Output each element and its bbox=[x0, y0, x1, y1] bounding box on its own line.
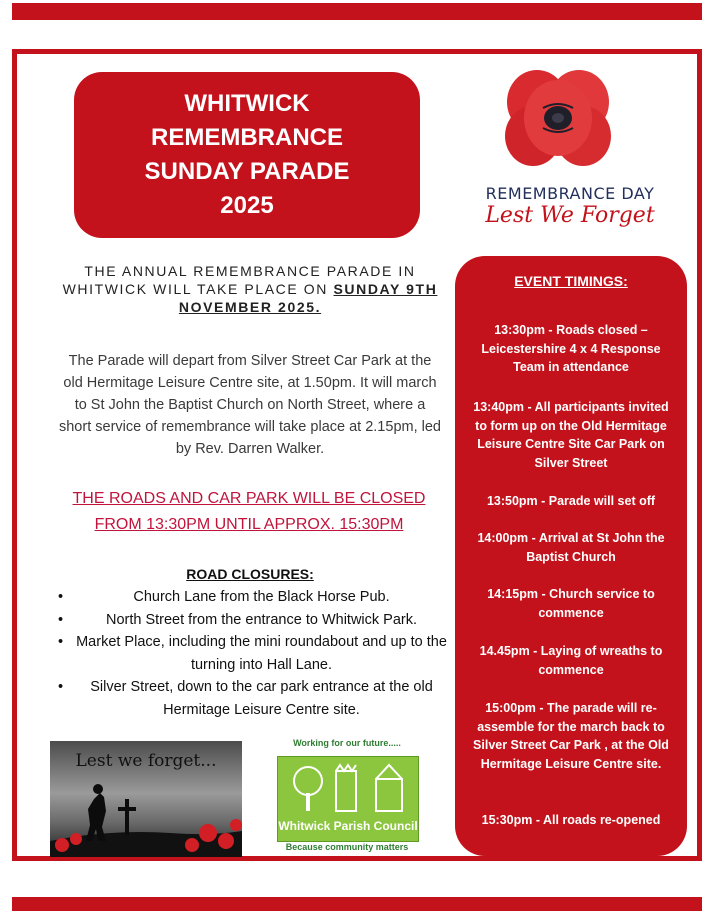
timing-item: 13:40pm - All participants invited to form up on the Old Hermitage Leisure Centre Site Car Park on Silver Street bbox=[473, 400, 669, 470]
announcement-date: SUNDAY 9TH NOVEMBER 2025. bbox=[178, 281, 438, 315]
timing-item: 15:30pm - All roads re-opened bbox=[481, 813, 661, 827]
timing-item: 13:50pm - Parade will set off bbox=[486, 494, 656, 508]
closure-line: THE ROADS AND CAR PARK WILL BE CLOSED bbox=[72, 490, 426, 507]
council-landmarks-icon bbox=[278, 759, 418, 819]
timing-item: 14:00pm - Arrival at St John the Baptist Church bbox=[477, 531, 665, 564]
soldier-silhouette-icon bbox=[50, 741, 242, 857]
lest-we-forget-script: Lest We Forget bbox=[485, 203, 655, 228]
title-line: 2025 bbox=[220, 192, 274, 219]
announcement bbox=[58, 262, 442, 316]
title-line: WHITWICK bbox=[184, 90, 310, 117]
event-timings-panel bbox=[455, 256, 687, 856]
lest-we-forget-caption: Lest we forget... bbox=[75, 751, 217, 771]
title-banner bbox=[74, 72, 420, 238]
road-closures-list bbox=[50, 586, 455, 721]
parish-council-logo bbox=[277, 732, 417, 857]
council-logo-box bbox=[277, 756, 419, 842]
list-item: • Market Place, including the mini roundabout and up to the turning into Hall Lane. bbox=[50, 631, 455, 676]
council-tagline-top: Working for our future..... bbox=[293, 738, 401, 748]
remembrance-day-logo-text: REMEMBRANCE DAY bbox=[485, 184, 655, 203]
top-red-bar bbox=[12, 3, 702, 20]
timing-item: 15:00pm - The parade will re-assemble for the march back to Silver Street Car Park , at the Old Hermitage Leisure Centre site. bbox=[473, 701, 669, 771]
closure-notice bbox=[40, 486, 458, 538]
title-line: REMEMBRANCE bbox=[151, 124, 343, 151]
council-tagline-bottom: Because community matters bbox=[285, 842, 409, 852]
list-item: • North Street from the entrance to Whitwick Park. bbox=[50, 609, 455, 632]
announcement-text: THE ANNUAL REMEMBRANCE PARADE IN WHITWICK WILL TAKE PLACE ON bbox=[62, 263, 416, 297]
timing-item: 13:30pm - Roads closed – Leicestershire 4 x 4 Response Team in attendance bbox=[481, 323, 661, 374]
road-closures-title: ROAD CLOSURES: bbox=[186, 566, 314, 582]
closure-line: FROM 13:30PM UNTIL APPROX. 15:30PM bbox=[94, 516, 404, 533]
parade-description: The Parade will depart from Silver Street Car Park at the old Hermitage Leisure Centre site, at 1.50pm. It will march to St John the Baptist Church on North Street, where a short service of remembrance will take place at 2.15pm, led by Rev. Darren Walker. bbox=[58, 353, 441, 457]
event-timings-title: EVENT TIMINGS: bbox=[514, 273, 628, 289]
list-item: • Silver Street, down to the car park entrance at the old Hermitage Leisure Centre site. bbox=[50, 676, 455, 721]
timing-item: 14:15pm - Church service to commence bbox=[487, 587, 655, 620]
timing-item: 14.45pm - Laying of wreaths to commence bbox=[479, 644, 663, 677]
poppy-icon bbox=[503, 60, 613, 180]
council-name: Whitwick Parish Council bbox=[278, 819, 418, 833]
lest-we-forget-image bbox=[50, 741, 242, 857]
title-line: SUNDAY PARADE bbox=[144, 158, 350, 185]
bottom-red-bar bbox=[12, 897, 702, 911]
list-item: • Church Lane from the Black Horse Pub. bbox=[50, 586, 455, 609]
